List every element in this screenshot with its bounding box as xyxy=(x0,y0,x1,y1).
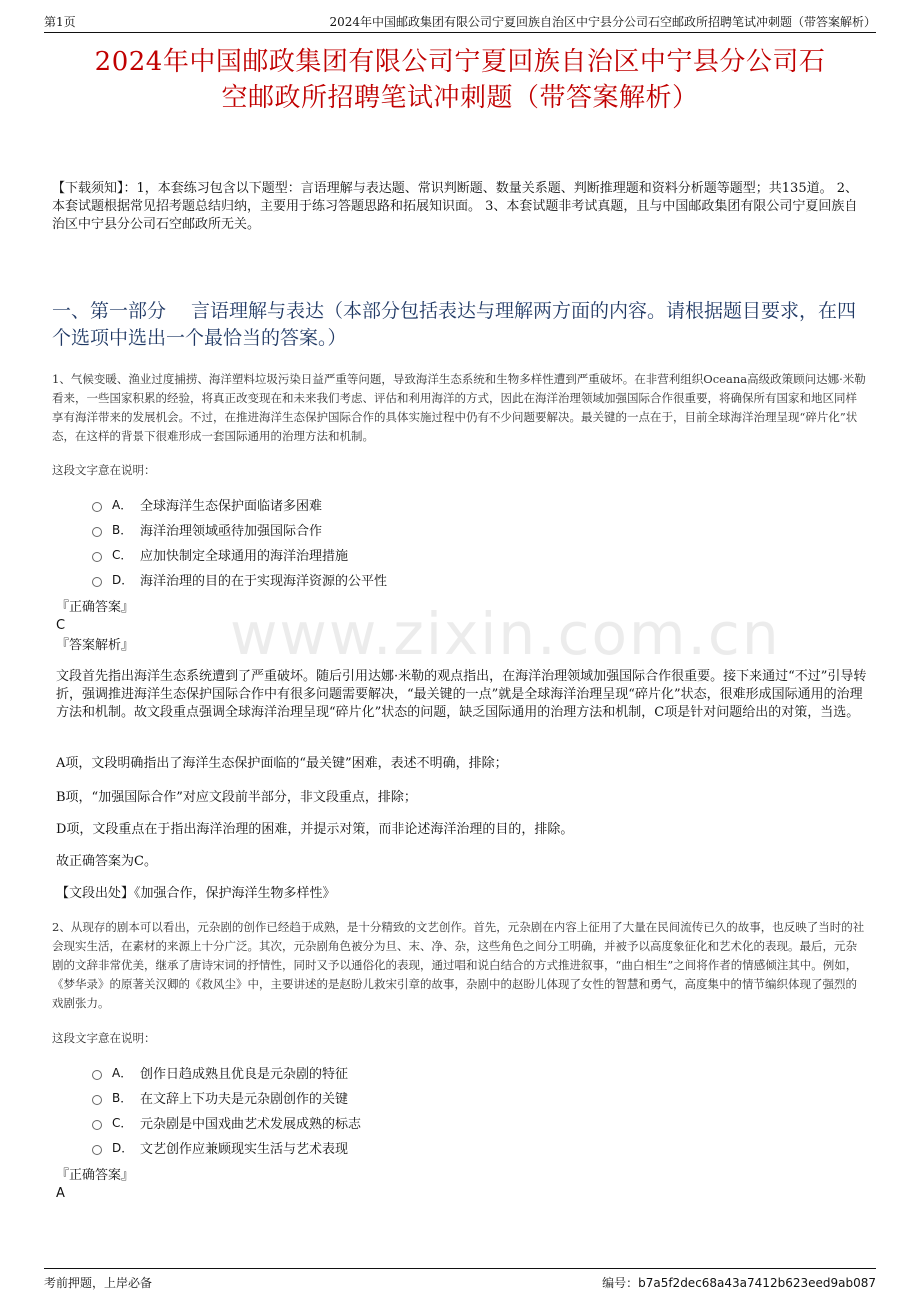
page-number: 第1页 xyxy=(44,15,76,29)
radio-icon[interactable] xyxy=(92,1120,102,1130)
footer-code-block xyxy=(602,1274,876,1291)
question-1-analysis-label: 『答案解析』 xyxy=(56,638,135,653)
question-1-note-b: B项，“加强国际合作”对应文段前半部分，非文段重点，排除； xyxy=(56,790,417,805)
question-2-option-d[interactable] xyxy=(92,1135,361,1160)
question-1-source: 【文段出处】《加强合作，保护海洋生物多样性》 xyxy=(56,886,336,901)
question-1-note-d: D项，文段重点在于指出海洋治理的困难，并提示对策，而非论述海洋治理的目的，排除。 xyxy=(56,822,574,837)
option-letter: B． xyxy=(112,523,133,537)
option-text: 应加快制定全球通用的海洋治理措施 xyxy=(140,549,349,564)
option-letter: B． xyxy=(112,1091,133,1105)
option-text: 在文辞上下功夫是元杂剧创作的关键 xyxy=(140,1092,349,1107)
question-1-option-a[interactable] xyxy=(92,492,387,517)
option-text: 全球海洋生态保护面临诸多困难 xyxy=(140,499,323,514)
question-2-prompt: 这段文字意在说明： xyxy=(52,1031,156,1045)
radio-icon[interactable] xyxy=(92,1145,102,1155)
question-1-option-c[interactable] xyxy=(92,542,387,567)
question-2-options xyxy=(92,1060,361,1160)
download-notice: 【下载须知】：1，本套练习包含以下题型：言语理解与表达题、常识判断题、数量关系题、判断推理题和资料分析题等题型；共135道。 2、本套试题根据常见招考题总结归纳，主要用于练习答题思路和拓展知识面。 3、本套试题非考试真题，且与中国邮政集团有限公司宁夏回族自治区中宁县分公司石空邮政所无关。 xyxy=(52,181,858,232)
footer-code: b7a5f2dec68a43a7412b623eed9ab087 xyxy=(638,1276,876,1290)
radio-icon[interactable] xyxy=(92,552,102,562)
option-text: 创作日趋成熟且优良是元杂剧的特征 xyxy=(140,1067,349,1082)
radio-icon[interactable] xyxy=(92,1070,102,1080)
radio-icon[interactable] xyxy=(92,502,102,512)
question-2-option-c[interactable] xyxy=(92,1110,361,1135)
question-1-options xyxy=(92,492,387,592)
option-text: 文艺创作应兼顾现实生活与艺术表现 xyxy=(140,1142,349,1157)
question-1-option-b[interactable] xyxy=(92,517,387,542)
option-letter: D． xyxy=(112,1141,134,1155)
question-1-option-d[interactable] xyxy=(92,567,387,592)
title-line-2: 空邮政所招聘笔试冲刺题（带答案解析） xyxy=(221,83,699,113)
question-2-answer: A xyxy=(56,1186,65,1201)
question-2-option-b[interactable] xyxy=(92,1085,361,1110)
radio-icon[interactable] xyxy=(92,1095,102,1105)
footer-slogan: 考前押题，上岸必备 xyxy=(44,1276,153,1290)
question-1-prompt: 这段文字意在说明： xyxy=(52,463,156,477)
title-line-1: 2024年中国邮政集团有限公司宁夏回族自治区中宁县分公司石 xyxy=(94,47,826,77)
option-letter: A． xyxy=(112,498,133,512)
question-2-answer-label: 『正确答案』 xyxy=(56,1168,135,1183)
option-text: 海洋治理的目的在于实现海洋资源的公平性 xyxy=(140,574,388,589)
question-1-conclusion: 故正确答案为C。 xyxy=(56,854,157,869)
option-letter: D． xyxy=(112,573,134,587)
watermark: www.zixin.com.cn xyxy=(230,600,781,668)
radio-icon[interactable] xyxy=(92,527,102,537)
question-2-text: 2、从现存的剧本可以看出，元杂剧的创作已经趋于成熟，是十分精致的文艺创作。首先，元杂剧在内容上征用了大量在民间流传已久的故事，也反映了当时的社会现实生活，在素材的来源上十分广泛。其次，元杂剧角色被分为旦、末、净、杂，这些角色之间分工明确，并被予以高度象征化和艺术化的表现。最后，元杂剧的文辞非常优美，继承了唐诗宋词的抒情性，同时又予以通俗化的表现，通过唱和说白结合的方式推进叙事，“曲白相生”之间将作者的情感倾注其中。例如，《梦华录》的原著关汉卿的《救风尘》中，主要讲述的是赵盼儿救宋引章的故事，杂剧中的赵盼儿体现了女性的智慧和勇气，高度集中的情节编织体现了强烈的戏剧张力。 xyxy=(52,920,865,1010)
option-letter: C． xyxy=(112,1116,133,1130)
section-heading: 一、第一部分 言语理解与表达（本部分包括表达与理解两方面的内容。请根据题目要求，在四个选项中选出一个最恰当的答案。） xyxy=(52,300,857,349)
question-1-analysis: 文段首先指出海洋生态系统遭到了严重破坏。随后引用达娜·米勒的观点指出，在海洋治理领域加强国际合作很重要。接下来通过“不过”引导转折，强调推进海洋生态保护国际合作中有很多问题需要解决，“最关键的一点”就是全球海洋治理呈现“碎片化”状态，很难形成国际通用的治理方法和机制。故文段重点强调全球海洋治理呈现“碎片化”状态的问题，缺乏国际通用的治理方法和机制，C项是针对问题给出的对策，当选。 xyxy=(56,669,867,720)
footer-code-label: 编号： xyxy=(602,1276,639,1290)
option-text: 海洋治理领域亟待加强国际合作 xyxy=(140,524,323,539)
question-1-text: 1、气候变暖、渔业过度捕捞、海洋塑料垃圾污染日益严重等问题，导致海洋生态系统和生物多样性遭到严重破坏。在非营利组织Oceana高级政策顾问达娜·米勒看来，一些国家积累的经验，将真正改变现在和未来我们考虑、评估和利用海洋的方式，因此在海洋治理领域加强国际合作很重要，将确保所有国家和地区同样享有海洋带来的发展机会。不过，在推进海洋生态保护国际合作的具体实施过程中仍有不少问题要解决。最关键的一点在于，目前全球海洋治理呈现“碎片化”状态，在这样的背景下很难形成一套国际通用的治理方法和机制。 xyxy=(52,372,866,443)
document-title xyxy=(44,44,876,116)
header-doc-title: 2024年中国邮政集团有限公司宁夏回族自治区中宁县分公司石空邮政所招聘笔试冲刺题（带答案解析） xyxy=(329,15,876,29)
question-2-option-a[interactable] xyxy=(92,1060,361,1085)
page-header xyxy=(44,10,876,33)
radio-icon[interactable] xyxy=(92,577,102,587)
option-letter: C． xyxy=(112,548,133,562)
option-text: 元杂剧是中国戏曲艺术发展成熟的标志 xyxy=(140,1117,362,1132)
page-footer xyxy=(44,1268,876,1291)
question-1-answer: C xyxy=(56,618,66,633)
question-1-answer-label: 『正确答案』 xyxy=(56,600,135,615)
question-1-note-a: A项，文段明确指出了海洋生态保护面临的“最关键”困难，表述不明确，排除； xyxy=(56,756,508,771)
option-letter: A． xyxy=(112,1066,133,1080)
